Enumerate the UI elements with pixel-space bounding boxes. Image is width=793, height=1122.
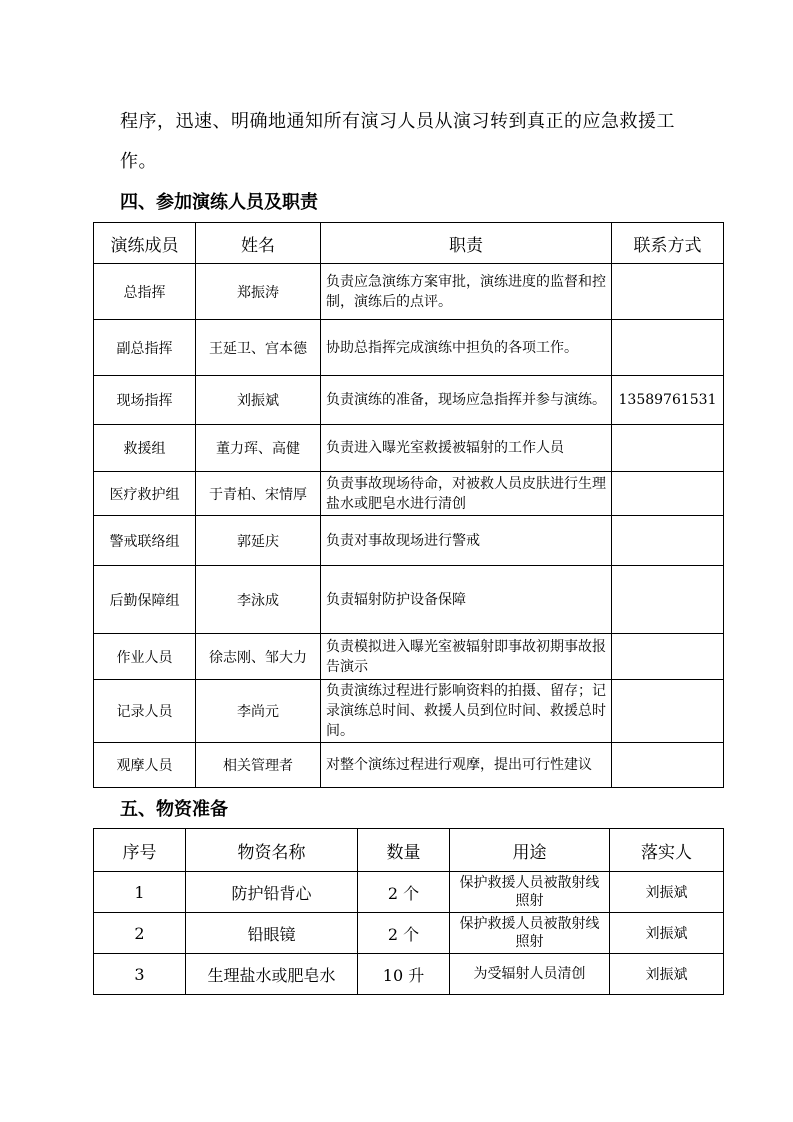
duty-cell: 对整个演练过程进行观摩，提出可行性建议 — [321, 743, 612, 788]
col-header-no: 序号 — [94, 829, 186, 872]
materials-table — [93, 828, 724, 995]
col-header-contact: 联系方式 — [612, 223, 724, 264]
name-cell: 李泳成 — [196, 566, 321, 634]
role-cell: 总指挥 — [94, 264, 196, 320]
col-header-item: 物资名称 — [186, 829, 358, 872]
table-row — [94, 516, 724, 566]
personnel-table — [93, 222, 724, 788]
duty-cell: 负责事故现场待命，对被救人员皮肤进行生理盐水或肥皂水进行清创 — [321, 472, 612, 516]
table-header-row — [94, 223, 724, 264]
table-row — [94, 954, 724, 995]
table-row — [94, 743, 724, 788]
role-cell: 观摩人员 — [94, 743, 196, 788]
name-cell: 于青柏、宋情厚 — [196, 472, 321, 516]
duty-cell: 负责演练过程进行影响资料的拍摄、留存；记录演练总时间、救援人员到位时间、救援总时间。 — [321, 680, 612, 743]
duty-cell: 协助总指挥完成演练中担负的各项工作。 — [321, 320, 612, 376]
col-header-use: 用途 — [450, 829, 610, 872]
duty-cell: 负责应急演练方案审批，演练进度的监督和控制，演练后的点评。 — [321, 264, 612, 320]
role-cell: 作业人员 — [94, 634, 196, 680]
section-heading-materials: 五、物资准备 — [120, 799, 228, 820]
owner-cell: 刘振斌 — [610, 913, 724, 954]
contact-cell — [612, 516, 724, 566]
role-cell: 医疗救护组 — [94, 472, 196, 516]
duty-cell: 负责辐射防护设备保障 — [321, 566, 612, 634]
name-cell: 郑振涛 — [196, 264, 321, 320]
duty-cell: 负责进入曝光室救援被辐射的工作人员 — [321, 425, 612, 472]
table-row — [94, 634, 724, 680]
role-cell: 救援组 — [94, 425, 196, 472]
table-row — [94, 472, 724, 516]
duty-cell: 负责演练的准备，现场应急指挥并参与演练。 — [321, 376, 612, 425]
no-cell: 3 — [94, 954, 186, 995]
name-cell: 相关管理者 — [196, 743, 321, 788]
qty-cell: 2 个 — [358, 913, 450, 954]
table-row — [94, 320, 724, 376]
owner-cell: 刘振斌 — [610, 872, 724, 913]
contact-cell — [612, 634, 724, 680]
table-row — [94, 264, 724, 320]
table-row — [94, 566, 724, 634]
name-cell: 董力珲、高健 — [196, 425, 321, 472]
contact-cell — [612, 472, 724, 516]
contact-cell — [612, 425, 724, 472]
name-cell: 郭延庆 — [196, 516, 321, 566]
name-cell: 刘振斌 — [196, 376, 321, 425]
use-cell: 为受辐射人员清创 — [450, 954, 610, 995]
contact-cell — [612, 743, 724, 788]
table-row — [94, 680, 724, 743]
col-header-role: 演练成员 — [94, 223, 196, 264]
no-cell: 1 — [94, 872, 186, 913]
contact-cell — [612, 264, 724, 320]
role-cell: 现场指挥 — [94, 376, 196, 425]
role-cell: 副总指挥 — [94, 320, 196, 376]
section-heading-personnel: 四、参加演练人员及职责 — [120, 192, 318, 213]
name-cell: 李尚元 — [196, 680, 321, 743]
item-cell: 生理盐水或肥皂水 — [186, 954, 358, 995]
duty-cell: 负责模拟进入曝光室被辐射即事故初期事故报告演示 — [321, 634, 612, 680]
contact-cell — [612, 566, 724, 634]
use-cell: 保护救援人员被散射线照射 — [450, 913, 610, 954]
name-cell: 徐志刚、邹大力 — [196, 634, 321, 680]
contact-cell: 13589761531 — [612, 376, 724, 425]
table-row — [94, 376, 724, 425]
table-row — [94, 425, 724, 472]
table-row — [94, 913, 724, 954]
role-cell: 后勤保障组 — [94, 566, 196, 634]
contact-cell — [612, 680, 724, 743]
table-header-row — [94, 829, 724, 872]
name-cell: 王延卫、宫本德 — [196, 320, 321, 376]
role-cell: 记录人员 — [94, 680, 196, 743]
duty-cell: 负责对事故现场进行警戒 — [321, 516, 612, 566]
col-header-qty: 数量 — [358, 829, 450, 872]
no-cell: 2 — [94, 913, 186, 954]
intro-paragraph: 程序，迅速、明确地通知所有演习人员从演习转到真正的应急救援工作。 — [120, 111, 675, 172]
use-cell: 保护救援人员被散射线照射 — [450, 872, 610, 913]
col-header-name: 姓名 — [196, 223, 321, 264]
table-row — [94, 872, 724, 913]
col-header-owner: 落实人 — [610, 829, 724, 872]
item-cell: 铅眼镜 — [186, 913, 358, 954]
owner-cell: 刘振斌 — [610, 954, 724, 995]
item-cell: 防护铅背心 — [186, 872, 358, 913]
contact-cell — [612, 320, 724, 376]
role-cell: 警戒联络组 — [94, 516, 196, 566]
qty-cell: 10 升 — [358, 954, 450, 995]
col-header-duty: 职责 — [321, 223, 612, 264]
qty-cell: 2 个 — [358, 872, 450, 913]
